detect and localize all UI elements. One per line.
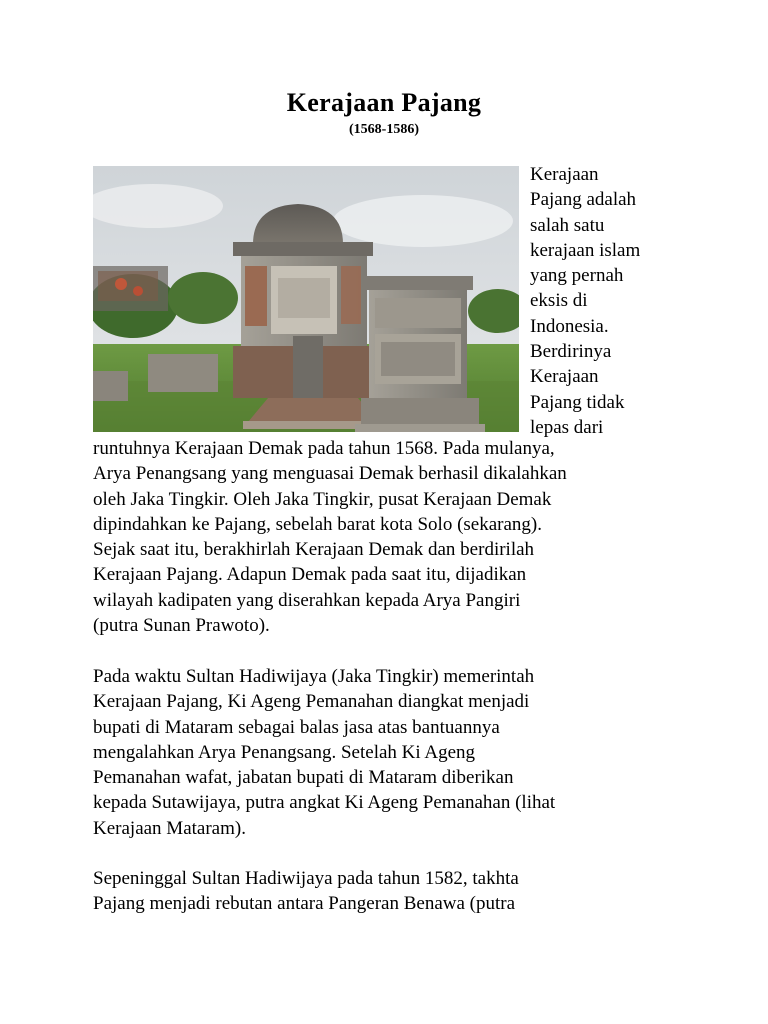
paragraph-2: [93, 664, 693, 841]
text-line: lepas dari: [530, 416, 604, 438]
text-line: (putra Sunan Prawoto).: [93, 615, 270, 637]
text-line: Kerajaan Mataram).: [93, 817, 246, 839]
text-line: Berdirinya: [530, 341, 612, 363]
paragraph-3: [93, 866, 693, 917]
text-line: Kerajaan: [530, 366, 599, 388]
text-line: Kerajaan: [530, 164, 599, 185]
text-line: Kerajaan Pajang. Adapun Demak pada saat itu, dijadikan: [93, 564, 527, 586]
text-line: Arya Penangsang yang menguasai Demak berhasil dikalahkan: [93, 463, 567, 485]
text-line: mengalahkan Arya Penangsang. Setelah Ki Ageng: [93, 741, 476, 763]
text-line: salah satu: [530, 214, 605, 236]
side-column-text: [530, 162, 700, 440]
text-line: Indonesia.: [530, 315, 609, 337]
text-line: Pajang adalah: [530, 189, 637, 211]
text-line: Pemanahan wafat, jabatan bupati di Mataram diberikan: [93, 767, 514, 789]
text-line: Pada waktu Sultan Hadiwijaya (Jaka Tingkir) memerintah: [93, 666, 535, 687]
text-line: oleh Jaka Tingkir. Oleh Jaka Tingkir, pusat Kerajaan Demak: [93, 488, 552, 510]
page-title: Kerajaan Pajang: [286, 88, 482, 117]
text-line: Sepeninggal Sultan Hadiwijaya pada tahun 1582, takhta: [93, 868, 519, 889]
text-line: kerajaan islam: [530, 239, 641, 261]
text-line: yang pernah: [530, 265, 624, 287]
text-line: wilayah kadipaten yang diserahkan kepada Arya Pangiri: [93, 589, 521, 611]
text-line: Kerajaan Pajang, Ki Ageng Pemanahan diangkat menjadi: [93, 691, 530, 713]
page-subtitle-years: (1568-1586): [349, 122, 419, 137]
text-line: kepada Sutawijaya, putra angkat Ki Ageng Pemanahan (lihat: [93, 792, 556, 814]
text-line: Sejak saat itu, berakhirlah Kerajaan Demak dan berdirilah: [93, 539, 535, 561]
temple-ruins-photo: [93, 166, 519, 432]
text-line: Pajang menjadi rebutan antara Pangeran Benawa (putra: [93, 893, 516, 915]
paragraph-1: [93, 436, 693, 638]
text-line: Pajang tidak: [530, 391, 625, 413]
text-line: eksis di: [530, 290, 588, 312]
text-line: dipindahkan ke Pajang, sebelah barat kota Solo (sekarang).: [93, 513, 542, 535]
text-line: runtuhnya Kerajaan Demak pada tahun 1568. Pada mulanya,: [93, 438, 555, 459]
text-line: bupati di Mataram sebagai balas jasa atas bantuannya: [93, 716, 500, 738]
